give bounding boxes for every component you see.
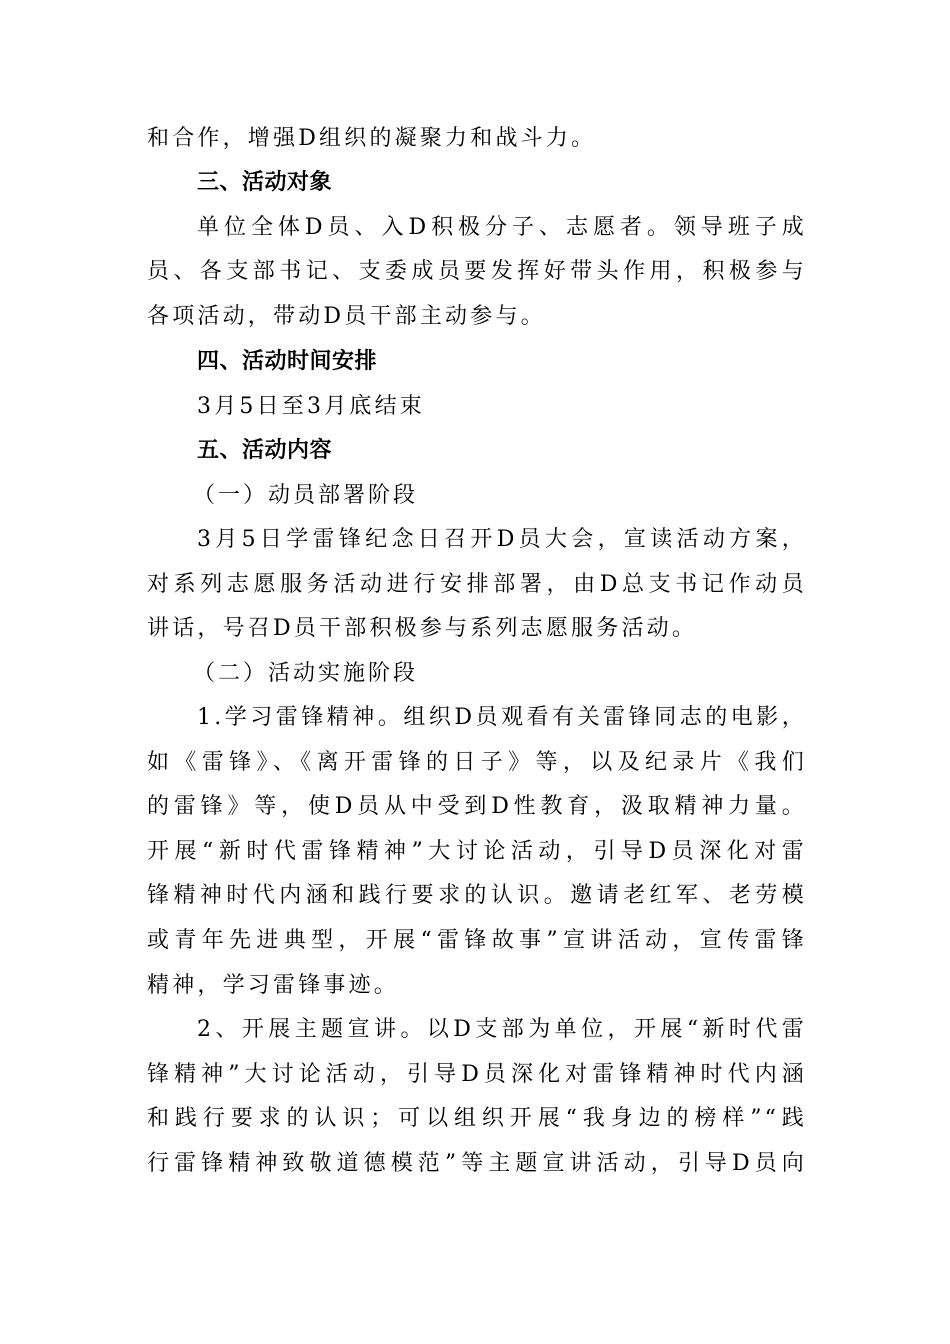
- body-line: 讲话，号召D员干部积极参与系列志愿服务活动。: [147, 616, 698, 641]
- body-line: 对系列志愿服务活动进行安排部署，由D总支书记作动员: [147, 572, 807, 597]
- body-line: 开展“新时代雷锋精神”大讨论活动，引导D员深化对雷: [147, 839, 807, 864]
- body-line: 3月5日学雷锋纪念日召开D员大会，宣读活动方案，: [197, 527, 807, 552]
- body-line: 和践行要求的认识；可以组织开展“我身边的榜样”“践: [147, 1106, 807, 1131]
- body-line: 1.学习雷锋精神。组织D员观看有关雷锋同志的电影，: [197, 705, 807, 730]
- body-line: 或青年先进典型，开展“雷锋故事”宣讲活动，宣传雷锋: [147, 928, 807, 953]
- body-line: 锋精神”大讨论活动，引导D员深化对雷锋精神时代内涵: [147, 1062, 807, 1087]
- subsection-heading-implementation: （二）活动实施阶段: [193, 661, 419, 686]
- body-line: 和合作，增强D组织的凝聚力和战斗力。: [147, 126, 597, 151]
- body-line: 3月5日至3月底结束: [197, 394, 425, 419]
- section-heading-content: 五、活动内容: [197, 438, 333, 463]
- body-line: 2、开展主题宣讲。以D支部为单位，开展“新时代雷: [197, 1017, 807, 1042]
- body-line: 单位全体D员、入D积极分子、志愿者。领导班子成: [197, 215, 807, 240]
- body-line: 各项活动，带动D员干部主动参与。: [147, 304, 546, 329]
- body-line: 行雷锋精神致敬道德模范”等主题宣讲活动，引导D员向: [147, 1151, 807, 1176]
- section-heading-targets: 三、活动对象: [197, 170, 333, 195]
- subsection-heading-mobilization: （一）动员部署阶段: [193, 483, 419, 508]
- body-line: 如《雷锋》、《离开雷锋的日子》等，以及纪录片《我们: [147, 750, 807, 775]
- body-line: 的雷锋》等，使D员从中受到D性教育，汲取精神力量。: [147, 794, 807, 819]
- body-line: 精神，学习雷锋事迹。: [147, 973, 400, 998]
- section-heading-schedule: 四、活动时间安排: [197, 349, 378, 374]
- body-line: 锋精神时代内涵和践行要求的认识。邀请老红军、老劳模: [147, 883, 807, 908]
- body-line: 员、各支部书记、支委成员要发挥好带头作用，积极参与: [147, 259, 807, 284]
